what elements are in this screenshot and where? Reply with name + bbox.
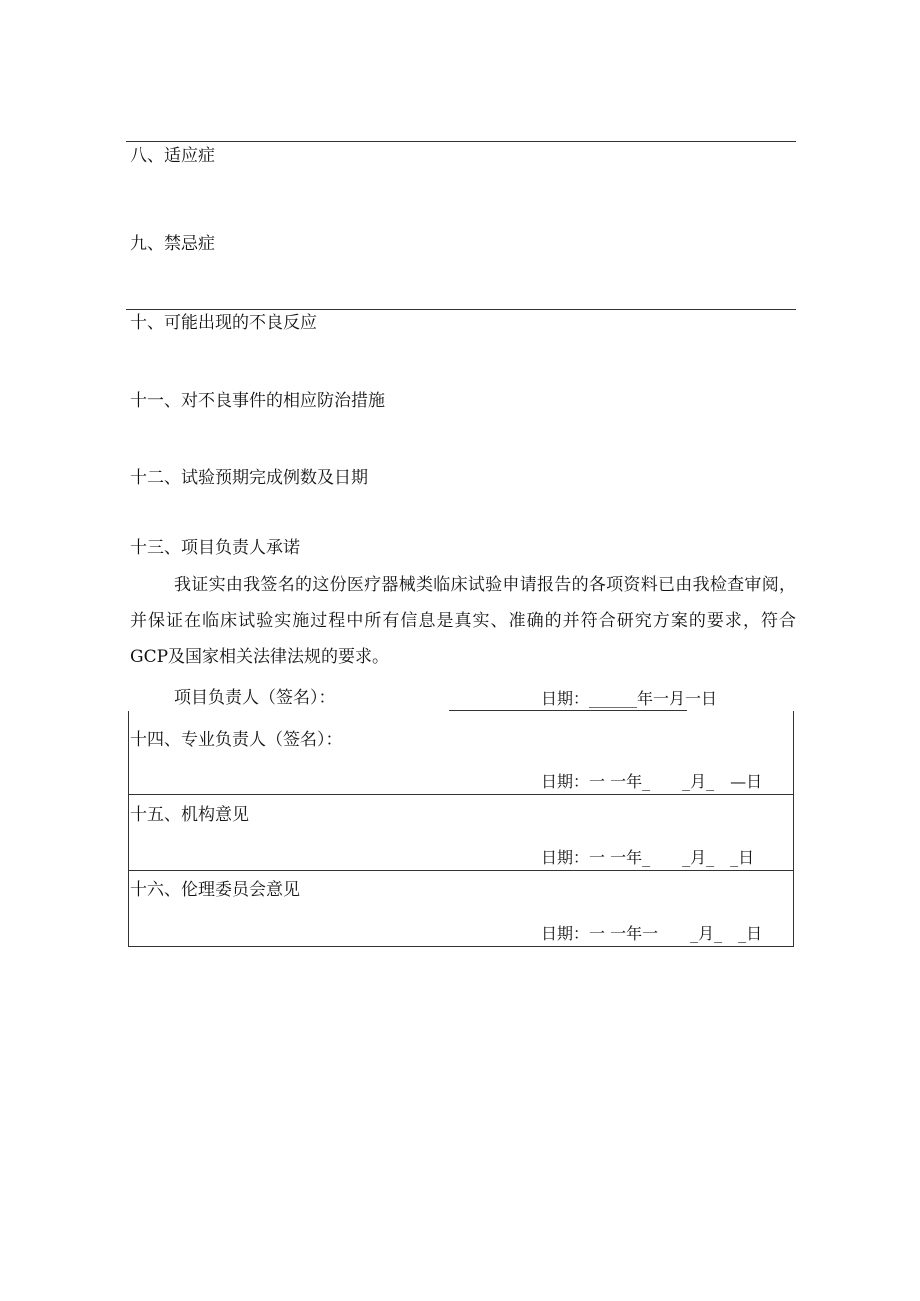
commitment-date: 日期：______年一月一日	[541, 689, 718, 708]
project-leader-signature-label: 项目负责人（签名）：	[174, 688, 336, 708]
section-16-date: 日期：一 一年一 _月_ _日	[541, 924, 763, 943]
table-row-divider-1	[128, 794, 794, 795]
table-left-border	[128, 711, 129, 946]
commitment-paragraph: 我证实由我签名的这份医疗器械类临床试验申请报告的各项资料已由我检查审阅，并保证在临床试验实施过程中所有信息是真实、准确的并符合研究方案的要求，符合GCP及国家相关法律法规的要求。	[130, 575, 796, 667]
top-rule	[126, 141, 796, 142]
section-8-heading: 八、适应症	[130, 146, 215, 166]
section-14-date: 日期：一 一年_ _月_ —日	[541, 772, 763, 791]
section-14-heading: 十四、专业负责人（签名）：	[130, 730, 343, 750]
section-11-heading: 十一、对不良事件的相应防治措施	[130, 391, 385, 411]
section-15-date: 日期：一 一年_ _月_ _日	[541, 848, 755, 867]
section-9-heading: 九、禁忌症	[130, 234, 215, 254]
section-15-heading: 十五、机构意见	[130, 805, 249, 825]
section-10-rule	[126, 309, 796, 310]
table-right-border	[793, 711, 794, 946]
section-12-heading: 十二、试验预期完成例数及日期	[130, 468, 368, 488]
section-16-heading: 十六、伦理委员会意见	[130, 880, 300, 900]
table-row-divider-2	[128, 870, 794, 871]
signature-line	[449, 710, 687, 711]
section-13-heading: 十三、项目负责人承诺	[130, 538, 300, 558]
section-10-heading: 十、可能出现的不良反应	[130, 313, 317, 333]
table-bottom-border	[128, 946, 794, 947]
